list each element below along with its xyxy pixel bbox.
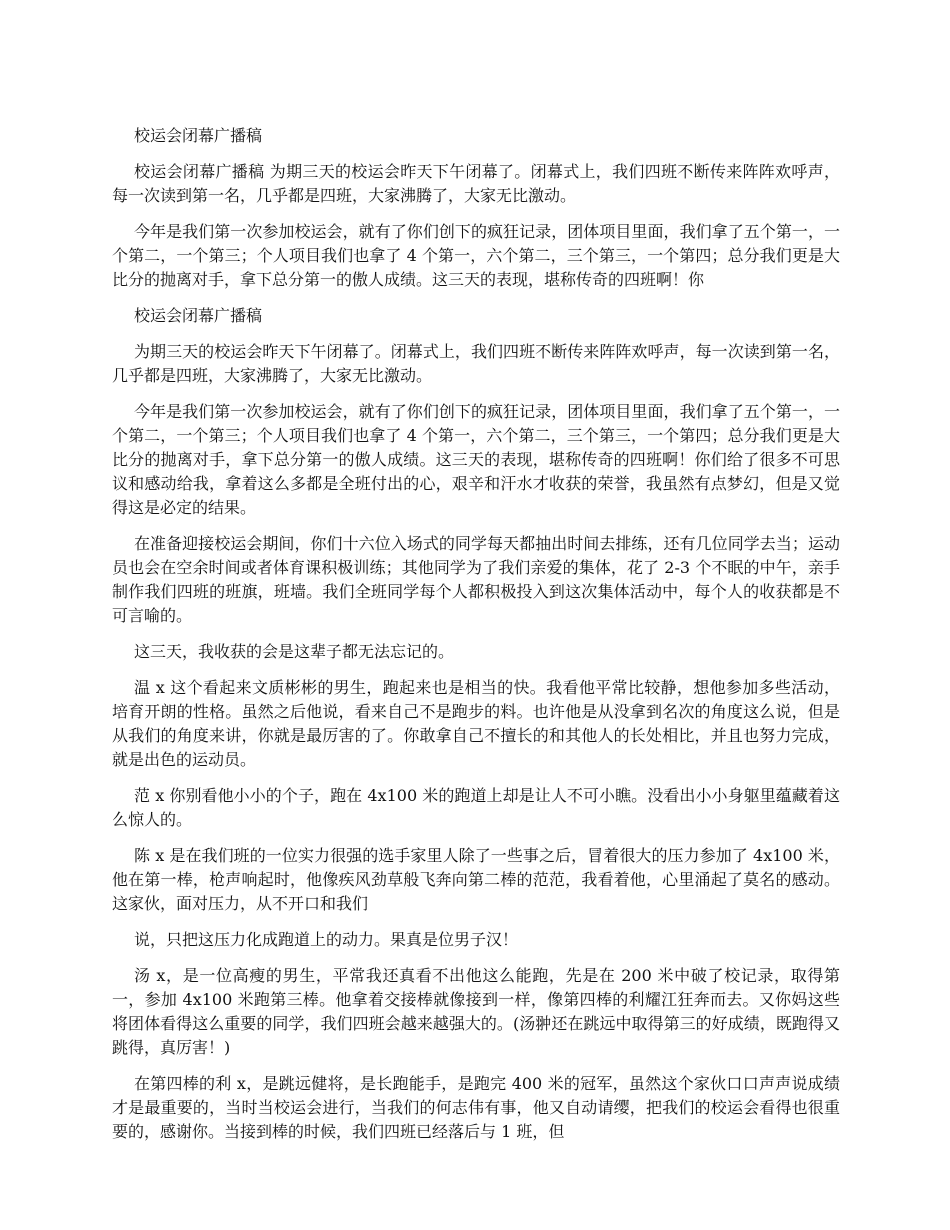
body-paragraph: 说，只把这压力化成跑道上的动力。果真是位男子汉！ — [134, 930, 519, 949]
body-paragraph: 在第四棒的利 x，是跳远健将，是长跑能手，是跑完 400 米的冠军，虽然这个家伙口口声声说成绩才是最重要的，当时当校运会进行，当我们的何志伟有事，他又自动请缨，把我们的校运会看得也很重要的，感谢你。当接到棒的时候，我们四班已经落后与 1 班，但 — [112, 1074, 840, 1141]
body-paragraph: 为期三天的校运会昨天下午闭幕了。闭幕式上，我们四班不断传来阵阵欢呼声，每一次读到第一名，几乎都是四班，大家沸腾了，大家无比激动。 — [112, 342, 840, 385]
body-paragraph: 在准备迎接校运会期间，你们十六位入场式的同学每天都抽出时间去排练，还有几位同学去当；运动员也会在空余时间或者体育课积极训练；其他同学为了我们亲爱的集体，花了 2-3 个不眠的中午，亲手制作我们四班的班旗，班墙。我们全班同学每个人都积极投入到这次集体活动中，每个人的收获都是不可言喻的。 — [112, 534, 840, 625]
body-paragraph: 汤 x，是一位高瘦的男生，平常我还真看不出他这么能跑，先是在 200 米中破了校记录，取得第一，参加 4x100 米跑第三棒。他拿着交接棒就像接到一样，像第四棒的利耀江狂奔而去。又你妈这些将团体看得这么重要的同学，我们四班会越来越强大的。(汤翀还在跳远中取得第三的好成绩，既跑得又跳得，真厉害！) — [112, 966, 840, 1057]
body-paragraph: 温 x 这个看起来文质彬彬的男生，跑起来也是相当的快。我看他平常比较静，想他参加多些活动，培育开朗的性格。虽然之后他说，看来自己不是跑步的料。也许他是从没拿到名次的角度这么说，但是从我们的角度来讲，你就是最厉害的了。你敢拿自己不擅长的和其他人的长处相比，并且也努力完成，就是出色的运动员。 — [112, 678, 840, 769]
document-title: 校运会闭幕广播稿 — [134, 126, 263, 145]
body-paragraph: 陈 x 是在我们班的一位实力很强的选手家里人除了一些事之后，冒着很大的压力参加了 4x100 米，他在第一棒，枪声响起时，他像疾风劲草般飞奔向第二棒的范范，我看着他，心里涌起了莫名的感动。这家伙，面对压力，从不开口和我们 — [112, 846, 840, 913]
body-paragraph: 这三天，我收获的会是这辈子都无法忘记的。 — [134, 642, 455, 661]
document-page — [112, 124, 840, 1156]
body-paragraph: 范 x 你别看他小小的个子，跑在 4x100 米的跑道上却是让人不可小瞧。没看出小小身躯里蕴藏着这么惊人的。 — [112, 786, 840, 829]
section-title: 校运会闭幕广播稿 — [134, 306, 263, 325]
intro-paragraph: 今年是我们第一次参加校运会，就有了你们创下的疯狂记录，团体项目里面，我们拿了五个第一，一个第二，一个第三；个人项目我们也拿了 4 个第一，六个第二，三个第三，一个第四；总分我们更是大比分的抛离对手，拿下总分第一的傲人成绩。这三天的表现，堪称传奇的四班啊！你 — [112, 222, 840, 289]
body-paragraph: 今年是我们第一次参加校运会，就有了你们创下的疯狂记录，团体项目里面，我们拿了五个第一，一个第二，一个第三；个人项目我们也拿了 4 个第一，六个第二，三个第三，一个第四；总分我们更是大比分的抛离对手，拿下总分第一的傲人成绩。这三天的表现，堪称传奇的四班啊！你们给了很多不可思议和感动给我，拿着这么多都是全班付出的心，艰辛和汗水才收获的荣誉，我虽然有点梦幻，但是又觉得这是必定的结果。 — [112, 402, 840, 517]
intro-paragraph: 校运会闭幕广播稿 为期三天的校运会昨天下午闭幕了。闭幕式上，我们四班不断传来阵阵欢呼声，每一次读到第一名，几乎都是四班，大家沸腾了，大家无比激动。 — [112, 162, 840, 205]
